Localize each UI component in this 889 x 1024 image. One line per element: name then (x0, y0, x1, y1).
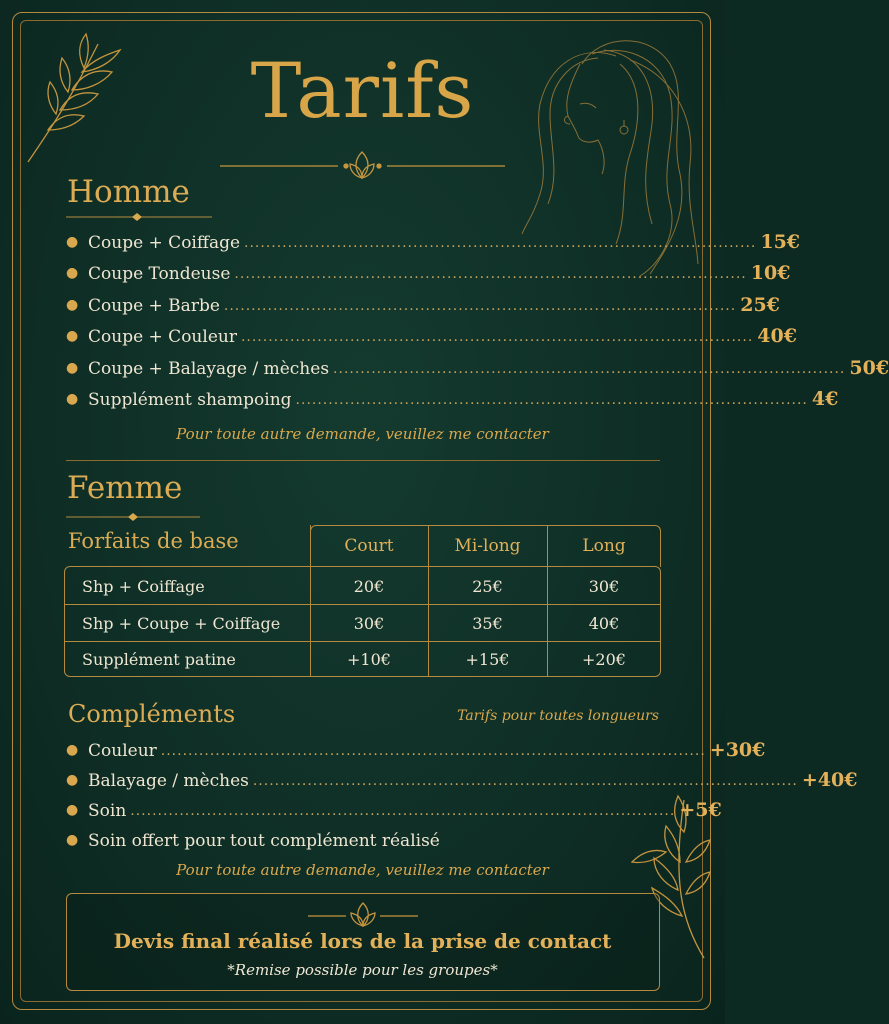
list-item: ● Coupe + Balayage / mèches .............................................................................................. 50€ (66, 357, 889, 379)
homme-heading: Homme (67, 174, 190, 210)
leader-dots: .............................................................................................. (240, 329, 754, 345)
list-item: ● Coupe Tondeuse .............................................................................................. 10€ (66, 262, 791, 284)
bullet-icon: ● (66, 297, 79, 313)
row-label: Shp + Coiffage (82, 577, 205, 596)
lotus-ornament-icon (220, 148, 505, 184)
bullet-icon: ● (66, 832, 79, 848)
forfaits-heading: Forfaits de base (68, 529, 239, 553)
list-item: ● Coupe + Couleur .............................................................................................. 40€ (66, 325, 797, 347)
femme-heading: Femme (67, 470, 183, 506)
bullet-icon: ● (66, 802, 79, 818)
table-cell: +15€ (465, 650, 510, 669)
leader-dots: .............................................................................................. (333, 361, 846, 377)
list-item: ● Balayage / mèches .................................................................................................... +40€ (66, 769, 858, 791)
row-label: Supplément patine (82, 650, 236, 669)
leader-dots: .............................................................................................. (223, 298, 737, 314)
leader-dots: .................................................................................................... (130, 803, 676, 819)
bullet-icon: ● (66, 391, 79, 407)
list-item: ● Soin offert pour tout complément réalisé (66, 831, 440, 851)
bullet-icon: ● (66, 265, 79, 281)
column-header: Long (582, 536, 626, 556)
list-item: ● Coupe + Coiffage .............................................................................................. 15€ (66, 231, 801, 253)
table-cell: 30€ (353, 614, 385, 633)
lotus-ornament-icon (308, 900, 418, 928)
leader-dots: .................................................................................................... (252, 773, 798, 789)
leader-dots: .............................................................................................. (295, 392, 808, 408)
row-label: Shp + Coupe + Coiffage (82, 614, 281, 633)
section-divider (66, 460, 660, 461)
page-title: Tarifs (250, 46, 475, 135)
heading-underline (66, 512, 200, 522)
table-cell: 30€ (588, 577, 620, 596)
bullet-icon: ● (66, 742, 79, 758)
table-cell: 25€ (472, 577, 503, 596)
bullet-icon: ● (66, 328, 79, 344)
bullet-icon: ● (66, 772, 79, 788)
heading-underline (66, 212, 212, 222)
table-cell: 35€ (472, 614, 503, 633)
table-divider (64, 604, 661, 605)
column-header: Mi-long (454, 536, 521, 556)
footer-main-text: Devis final réalisé lors de la prise de contact (113, 929, 612, 953)
table-cell: 20€ (353, 577, 385, 596)
complements-contact-note: Pour toute autre demande, veuillez me contacter (176, 861, 549, 879)
leader-dots: .................................................................................................... (160, 743, 706, 759)
table-cell: +20€ (582, 650, 626, 669)
leader-dots: .............................................................................................. (234, 266, 747, 282)
bullet-icon: ● (66, 234, 79, 250)
list-item: ● Supplément shampoing .............................................................................................. 4€ (66, 388, 839, 410)
list-item: ● Soin .................................................................................................... +5€ (66, 799, 722, 821)
bullet-icon: ● (66, 360, 79, 376)
list-item: ● Coupe + Barbe .............................................................................................. 25€ (66, 294, 780, 316)
column-header: Court (344, 536, 394, 556)
leader-dots: .............................................................................................. (244, 235, 757, 251)
table-cell: +10€ (347, 650, 391, 669)
tarif-note: Tarifs pour toutes longueurs (457, 708, 659, 724)
table-divider (64, 641, 661, 642)
list-item: ● Couleur .................................................................................................... +30€ (66, 739, 766, 761)
table-cell: 40€ (588, 614, 620, 633)
complements-heading: Compléments (68, 700, 236, 728)
homme-contact-note: Pour toute autre demande, veuillez me contacter (176, 425, 549, 443)
footer-sub-text: *Remise possible pour les groupes* (227, 961, 498, 979)
